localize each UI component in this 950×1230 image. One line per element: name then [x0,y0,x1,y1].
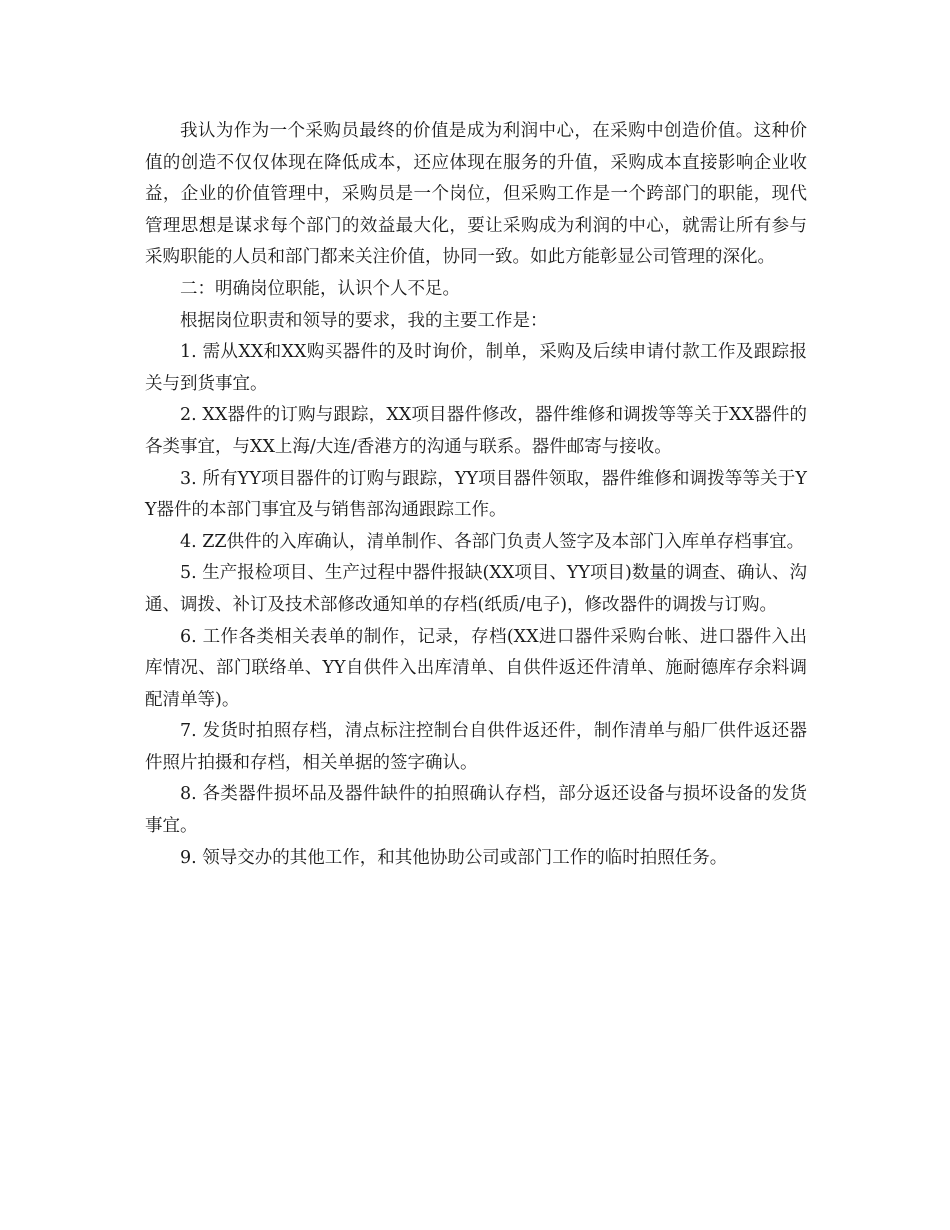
list-item-7: 7. 发货时拍照存档，清点标注控制台自供件返还件，制作清单与船厂供件返还器件照片拍摄和存档，相关单据的签字确认。 [145,721,807,773]
list-item-4: 4. ZZ供件的入库确认，清单制作、各部门负责人签字及本部门入库单存档事宜。 [180,531,805,552]
section-heading: 二：明确岗位职能，认识个人不足。 [180,278,460,299]
paragraph-lead: 根据岗位职责和领导的要求，我的主要工作是： [180,310,548,331]
list-item-2: 2. XX器件的订购与跟踪，XX项目器件修改，器件维修和调拨等等关于XX器件的各类事宜，与XX上海/大连/香港方的沟通与联系。器件邮寄与接收。 [145,405,807,457]
list-item-8: 8. 各类器件损坏品及器件缺件的拍照确认存档，部分返还设备与损坏设备的发货事宜。 [145,784,807,837]
list-item-5: 5. 生产报检项目、生产过程中器件报缺(XX项目、YY项目)数量的调查、确认、沟通、调拨、补订及技术部修改通知单的存档(纸质/电子)，修改器件的调拨与订购。 [145,563,807,615]
paragraph-intro: 我认为作为一个采购员最终的价值是成为利润中心，在采购中创造价值。这种价值的创造不仅仅体现在降低成本，还应体现在服务的升值，采购成本直接影响企业收益，企业的价值管理中，采购员是一个岗位，但采购工作是一个跨部门的职能，现代管理思想是谋求每个部门的效益最大化，要让采购成为利润的中心，就需让所有参与采购职能的人员和部门都来关注价值，协同一致。如此方能彰显公司管理的深化。 [145,121,807,268]
list-item-9: 9. 领导交办的其他工作，和其他协助公司或部门工作的临时拍照任务。 [180,847,728,868]
list-item-3: 3. 所有YY项目器件的订购与跟踪，YY项目器件领取，器件维修和调拨等等关于YY器件的本部门事宜及与销售部沟通跟踪工作。 [145,468,807,521]
list-item-1: 1. 需从XX和XX购买器件的及时询价，制单，采购及后续申请付款工作及跟踪报关与到货事宜。 [145,342,807,394]
list-item-6: 6. 工作各类相关表单的制作，记录，存档(XX进口器件采购台帐、进口器件入出库情况、部门联络单、YY自供件入出库清单、自供件返还件清单、施耐德库存余料调配清单等)。 [145,626,807,710]
document-body [145,116,807,874]
